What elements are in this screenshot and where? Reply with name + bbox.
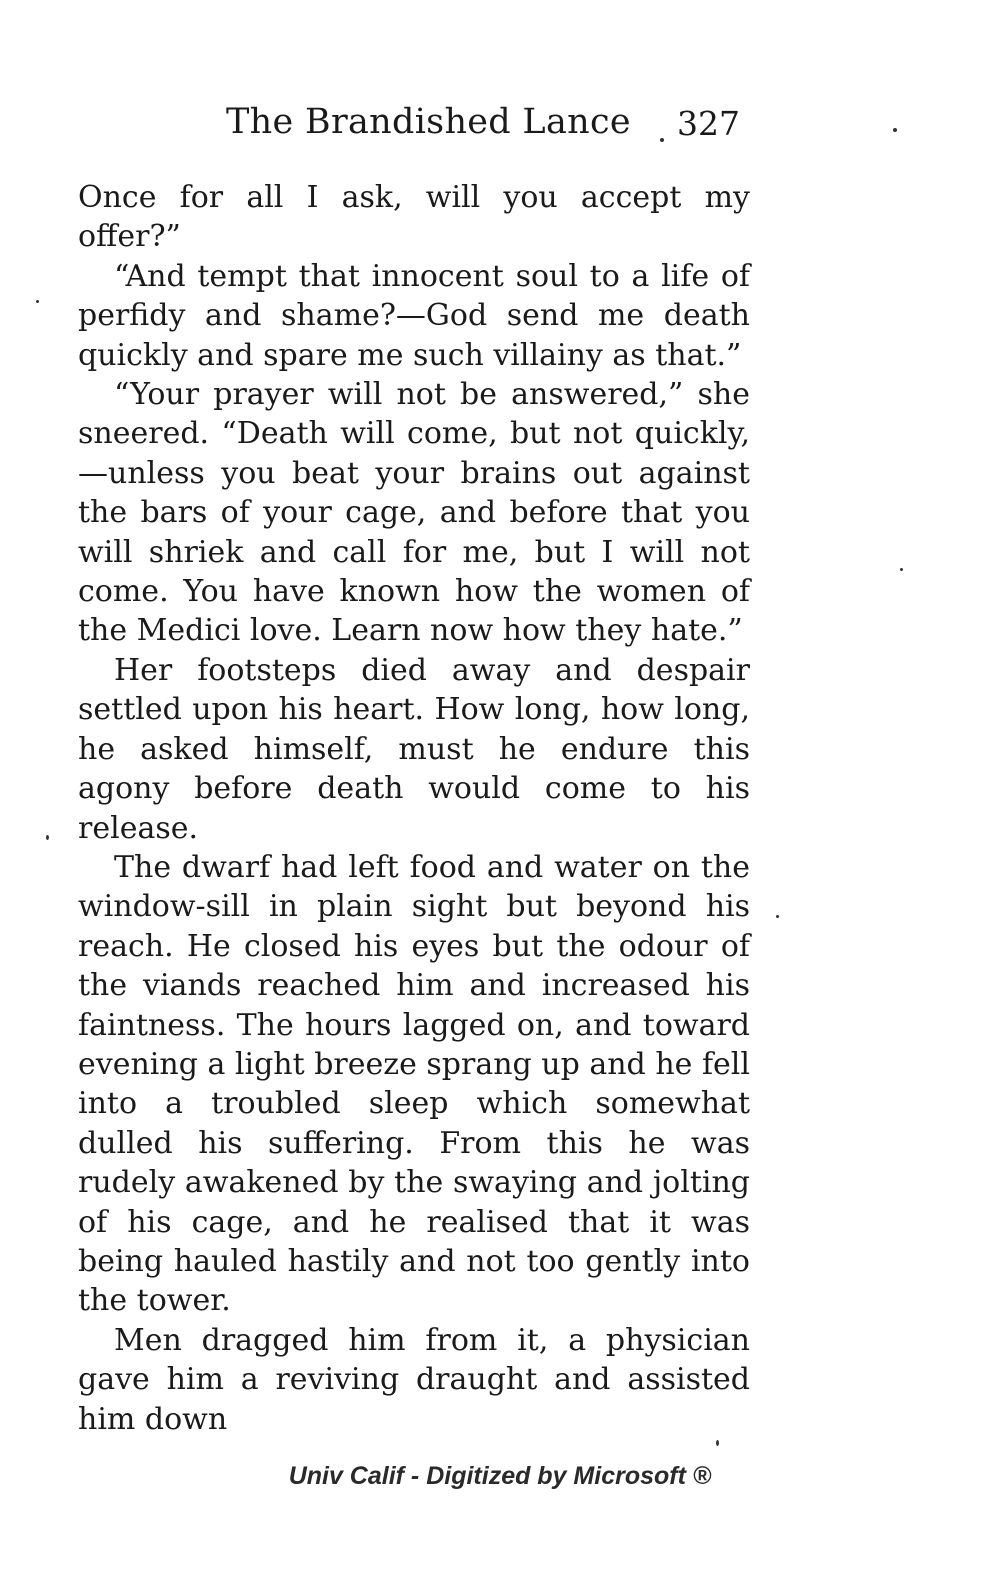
scan-speck [660, 138, 664, 142]
digitization-watermark: Univ Calif - Digitized by Microsoft ® [288, 1462, 712, 1490]
paragraph: “And tempt that innocent soul to a life of perfidy and shame?—God send me death quickly and spare me such villainy as that.” [78, 258, 750, 373]
page-number: 327 [677, 104, 740, 143]
scan-speck [36, 300, 39, 303]
scan-speck [46, 835, 49, 840]
scan-speck [776, 915, 779, 918]
body-text [78, 178, 750, 1439]
paragraph: Men dragged him from it, a physician gave him a reviving draught and assisted him down [78, 1322, 750, 1437]
paragraph: “Your prayer will not be answered,” she sneered. “Death will come, but not quickly, —unless you beat your brains out against the bars of your cage, and before that you will shriek and call for me, but I will not come. You have known how the women of the Medici love. Learn now how they hate.” [78, 377, 750, 649]
paragraph: Her footsteps died away and despair settled upon his heart. How long, how long, he asked himself, must he endure this agony before death would come to his release. [78, 652, 750, 846]
scan-speck [716, 1440, 719, 1446]
running-head [78, 102, 750, 152]
paragraph: The dwarf had left food and water on the window-sill in plain sight but beyond his reach. He closed his eyes but the odour of the viands reached him and increased his faintness. The hours lagged on, and toward evening a light breeze sprang up and he fell into a troubled sleep which somewhat dulled his suffering. From this he was rudely awakened by the swaying and jolting of his cage, and he realised that it was being hauled hastily and not too gently into the tower. [78, 849, 750, 1319]
paragraph-continued: Once for all I ask, will you accept my offer?” [78, 180, 750, 255]
running-title: The Brandished Lance [226, 102, 631, 142]
scan-speck [893, 128, 897, 132]
scan-speck [900, 568, 903, 571]
